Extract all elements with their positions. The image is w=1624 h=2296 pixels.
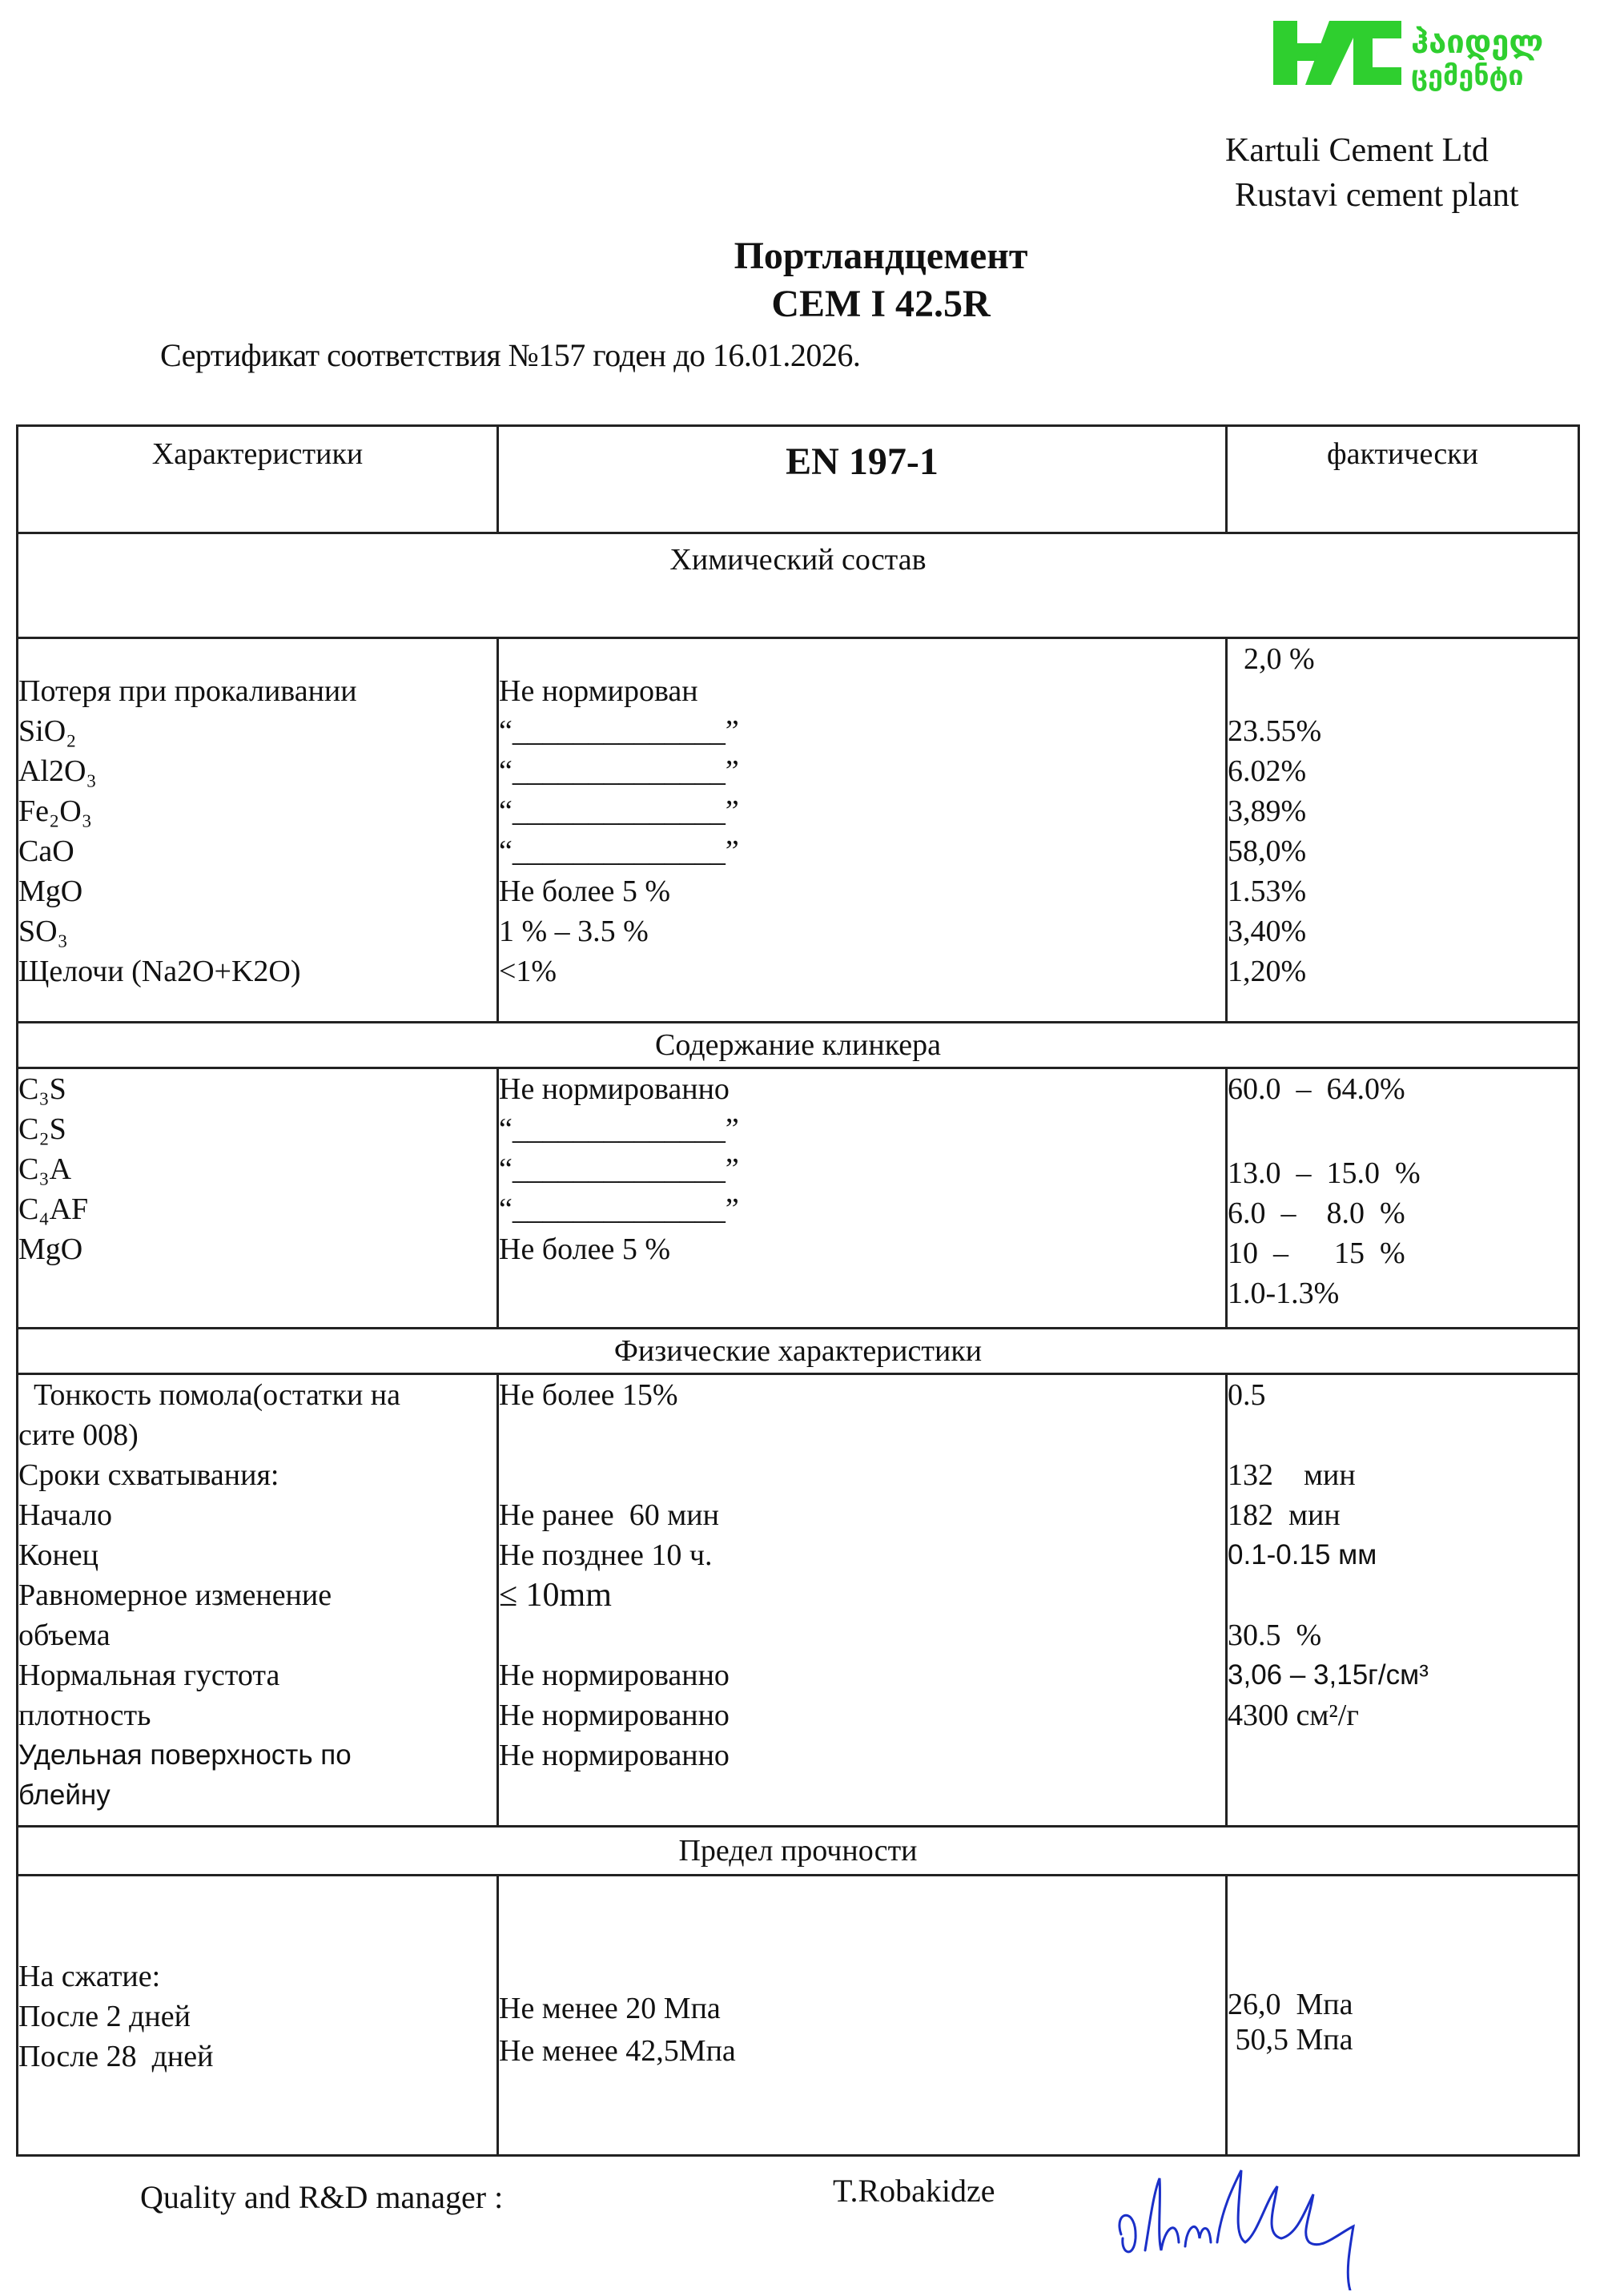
characteristic: После 28 дней bbox=[18, 2040, 214, 2073]
characteristic: MgO bbox=[18, 875, 83, 908]
actual-value: 3,40% bbox=[1228, 915, 1307, 948]
norm: “______________” bbox=[499, 1192, 739, 1226]
norm: Не нормированно bbox=[499, 1739, 730, 1772]
actual-value: 1.53% bbox=[1228, 875, 1307, 908]
norm: Не нормированно bbox=[499, 1699, 730, 1732]
norms-cell bbox=[498, 1374, 1227, 1827]
actual-cell bbox=[1227, 1374, 1579, 1827]
characteristics-cell bbox=[18, 1068, 498, 1329]
actual-value: 0.1-0.15 мм bbox=[1228, 1539, 1377, 1570]
actual-value bbox=[1228, 679, 1578, 711]
norm: Не менее 20 Мпа bbox=[499, 1992, 721, 2025]
actual-value bbox=[1228, 1575, 1578, 1615]
norms-cell bbox=[498, 638, 1227, 1023]
section-header-physical bbox=[18, 1329, 1579, 1374]
company-block bbox=[1225, 128, 1519, 218]
characteristic: C₃A bbox=[18, 1152, 72, 1186]
norm bbox=[499, 1415, 1225, 1455]
norms-cell bbox=[498, 1068, 1227, 1329]
company-name: Kartuli Cement Ltd bbox=[1225, 132, 1489, 169]
characteristics-cell bbox=[18, 1876, 498, 2156]
norm bbox=[499, 1956, 1225, 1976]
signature-icon bbox=[1113, 2162, 1417, 2290]
norm: “______________” bbox=[499, 1112, 739, 1146]
specification-table bbox=[16, 424, 1580, 2157]
norm: “______________” bbox=[499, 1152, 739, 1186]
actual-value bbox=[1228, 1956, 1578, 1976]
actual-value: 10 – 15 % bbox=[1228, 1236, 1405, 1270]
actual-value: 0.5 bbox=[1228, 1378, 1266, 1412]
product-title: Портландцемент bbox=[734, 235, 1028, 277]
norm: Не ранее 60 мин bbox=[499, 1498, 719, 1532]
actual-value: 6.02% bbox=[1228, 754, 1307, 788]
section-title: Содержание клинкера bbox=[18, 1023, 1579, 1068]
characteristic: Сроки схватывания: bbox=[18, 1458, 279, 1492]
norm: “______________” bbox=[499, 834, 739, 868]
column-header-characteristics: Характеристики bbox=[18, 426, 498, 533]
characteristics-cell bbox=[18, 1374, 498, 1827]
actual-value: 58,0% bbox=[1228, 834, 1307, 868]
actual-value: 1.0-1.3% bbox=[1228, 1277, 1340, 1310]
company-logo bbox=[1273, 13, 1618, 93]
column-header-actual: фактически bbox=[1227, 426, 1579, 533]
norm: Не более 5 % bbox=[499, 875, 670, 908]
actual-value: 132 мин bbox=[1228, 1458, 1356, 1492]
actual-value: 3,06 – 3,15г/см³ bbox=[1228, 1659, 1429, 1691]
characteristic: C₃S bbox=[18, 1072, 66, 1106]
section-title: Физические характеристики bbox=[18, 1329, 1579, 1374]
actual-value bbox=[1228, 1876, 1578, 1916]
actual-value: 1,20% bbox=[1228, 955, 1307, 988]
svg-text:ცემენტი: ცემენტი bbox=[1411, 60, 1524, 92]
actual-value: 3,89% bbox=[1228, 794, 1307, 828]
norm: Не позднее 10 ч. bbox=[499, 1538, 713, 1572]
norm: Не более 15% bbox=[499, 1378, 678, 1412]
norm bbox=[499, 1455, 1225, 1495]
table-header-row bbox=[18, 426, 1579, 533]
actual-value: 50,5 Мпа bbox=[1228, 2023, 1353, 2057]
column-header-standard: EN 197-1 bbox=[498, 426, 1227, 533]
actual-cell bbox=[1227, 1876, 1579, 2156]
characteristic: C₂S bbox=[18, 1112, 66, 1146]
actual-value: 13.0 – 15.0 % bbox=[1228, 1156, 1421, 1190]
characteristic: Нормальная густота bbox=[18, 1659, 280, 1692]
norm: <1% bbox=[499, 955, 557, 988]
norm: Не нормированно bbox=[499, 1659, 730, 1692]
logo-mark-icon bbox=[1273, 13, 1618, 93]
section-body-chemical bbox=[18, 638, 1579, 1023]
actual-value: 6.0 – 8.0 % bbox=[1228, 1196, 1405, 1230]
characteristic: Al2O₃ bbox=[18, 754, 97, 788]
characteristic: Щелочи (Na2O+K2O) bbox=[18, 955, 301, 988]
characteristic: Тонкость помола(остатки на bbox=[18, 1378, 400, 1412]
actual-value bbox=[1228, 1916, 1578, 1956]
characteristic: Равномерное изменение bbox=[18, 1578, 332, 1612]
norm: Не более 5 % bbox=[499, 1232, 670, 1266]
characteristic: MgO bbox=[18, 1232, 83, 1266]
characteristic: Удельная поверхность по bbox=[18, 1739, 352, 1771]
norm: “______________” bbox=[499, 794, 739, 828]
characteristic: SO₃ bbox=[18, 915, 68, 948]
section-header-strength bbox=[18, 1827, 1579, 1876]
product-grade: CEM I 42.5R bbox=[771, 283, 991, 325]
characteristic bbox=[18, 1916, 496, 1956]
norms-cell bbox=[498, 1876, 1227, 2156]
signatory-name: T.Robakidze bbox=[833, 2173, 995, 2209]
actual-cell bbox=[1227, 1068, 1579, 1329]
section-header-chemical bbox=[18, 533, 1579, 638]
characteristics-cell bbox=[18, 638, 498, 1023]
actual-value: 2,0 % bbox=[1244, 642, 1315, 676]
section-header-clinker bbox=[18, 1023, 1579, 1068]
actual-value: 23.55% bbox=[1228, 714, 1322, 748]
norm: Не нормированно bbox=[499, 1072, 730, 1106]
characteristic: На сжатие: bbox=[18, 1960, 161, 1993]
actual-value: 4300 см²/г bbox=[1228, 1699, 1359, 1732]
norm: Не менее 42,5Мпа bbox=[499, 2034, 736, 2068]
norm bbox=[499, 1916, 1225, 1956]
norm: “______________” bbox=[499, 754, 739, 788]
norm bbox=[499, 1876, 1225, 1916]
section-body-physical bbox=[18, 1374, 1579, 1827]
characteristic: Начало bbox=[18, 1498, 113, 1532]
characteristic: блейну bbox=[18, 1779, 111, 1811]
section-title: Химический состав bbox=[18, 533, 1579, 638]
characteristic bbox=[18, 1876, 496, 1916]
characteristic bbox=[18, 639, 496, 671]
actual-value: 60.0 – 64.0% bbox=[1228, 1072, 1405, 1106]
section-body-clinker bbox=[18, 1068, 1579, 1329]
characteristic: После 2 дней bbox=[18, 2000, 191, 2033]
characteristic: плотность bbox=[18, 1699, 151, 1732]
actual-value: 30.5 % bbox=[1228, 1618, 1322, 1652]
actual-cell bbox=[1227, 638, 1579, 1023]
norm bbox=[499, 1615, 1225, 1655]
characteristic: объема bbox=[18, 1618, 111, 1652]
actual-value bbox=[1228, 1109, 1578, 1153]
characteristic: Конец bbox=[18, 1538, 98, 1572]
actual-value: 26,0 Мпа bbox=[1228, 1988, 1353, 2021]
norm: 1 % – 3.5 % bbox=[499, 915, 649, 948]
signatory-role: Quality and R&D manager : bbox=[140, 2179, 504, 2215]
actual-value bbox=[1228, 1415, 1578, 1455]
norm: ≤ 10mm bbox=[499, 1577, 612, 1614]
characteristic: сите 008) bbox=[18, 1418, 139, 1452]
characteristic: Потеря при прокаливании bbox=[18, 674, 357, 708]
plant-name: Rustavi cement plant bbox=[1235, 177, 1519, 214]
svg-text:ჰაიდელ: ჰაიდელ bbox=[1411, 24, 1544, 61]
actual-value: 182 мин bbox=[1228, 1498, 1341, 1532]
characteristic: C₄AF bbox=[18, 1192, 89, 1226]
certificate-line: Сертификат соответствия №157 годен до 16.01.2026. bbox=[160, 337, 861, 373]
section-title: Предел прочности bbox=[18, 1827, 1579, 1876]
characteristic: Fe₂O₃ bbox=[18, 794, 92, 828]
norm: “______________” bbox=[499, 714, 739, 748]
section-body-strength bbox=[18, 1876, 1579, 2156]
characteristic: SiO₂ bbox=[18, 714, 77, 748]
norm: Не нормирован bbox=[499, 674, 698, 708]
norm bbox=[499, 639, 1225, 671]
characteristic: CaO bbox=[18, 834, 74, 868]
